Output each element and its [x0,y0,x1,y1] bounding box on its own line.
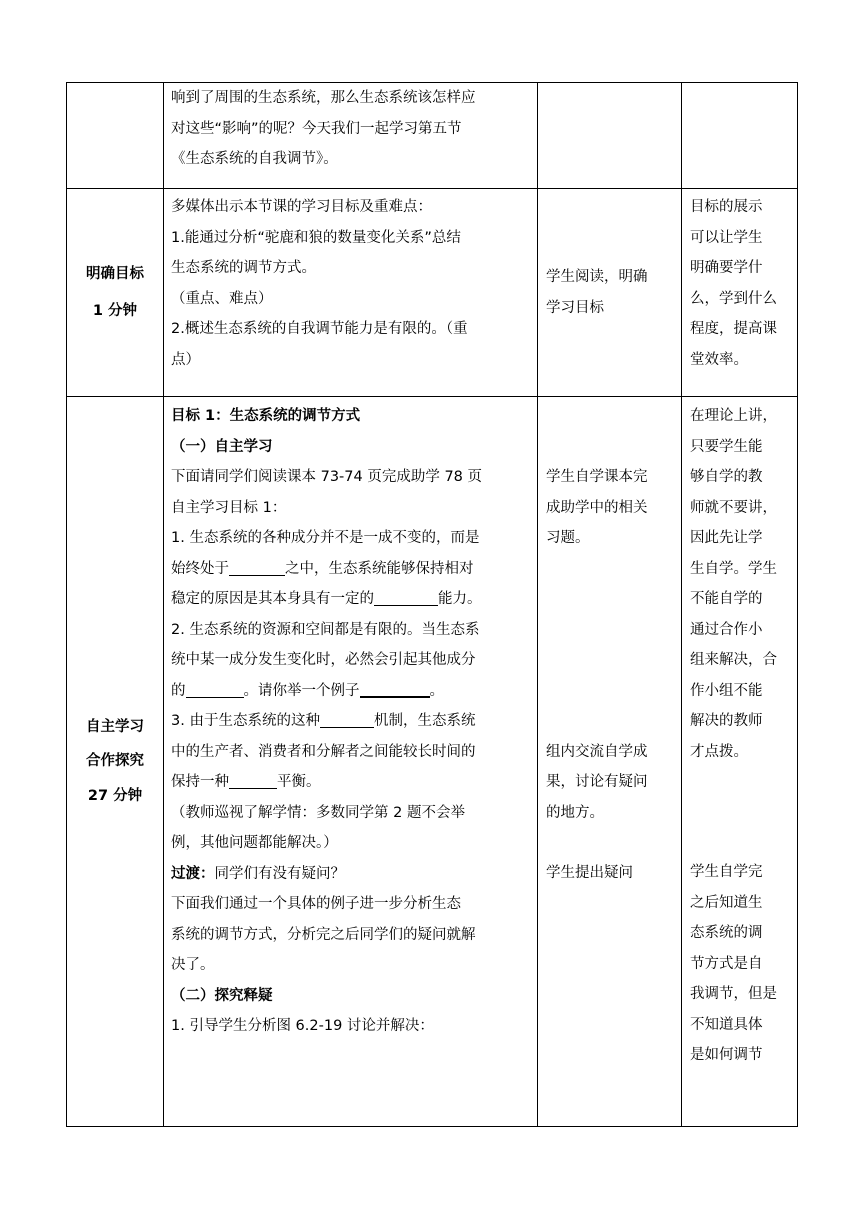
student-activity-cell [538,397,682,1127]
text-line: 是如何调节 [690,1047,763,1063]
section-title: 明确目标 [86,266,144,282]
question-line: 1. 生态系统的各种成分并不是一成不变的，而是 [171,530,480,546]
text-line: 我调节，但是 [690,986,777,1002]
fill-blank [360,678,430,698]
teacher-note: 例，其他问题都能解决。） [171,835,338,851]
text-line: 系统的调节方式，分析完之后同学们的疑问就解 [171,926,476,943]
student-activity-cell [538,83,682,189]
text-line: 可以让学生 [690,229,763,246]
text-line: 《生态系统的自我调节》。 [171,151,338,167]
question-line: 稳定的原因是其本身具有一定的 能力。 [171,584,532,615]
text-line: 态系统的调 [690,925,763,941]
fill-blank [320,709,374,728]
teacher-activity-cell [164,189,538,397]
section-cell [67,189,164,397]
design-intent-cell [682,83,798,189]
section-duration: 27 分钟 [87,787,143,804]
question-line: 中的生产者、消费者和分解者之间能较长时间的 [171,743,476,760]
text-line: 成助学中的相关 [546,499,648,516]
table-row-objectives [67,189,798,397]
section-cell [67,83,164,189]
text-line: 习题。 [546,530,590,546]
question-line: 2. 生态系统的资源和空间都是有限的。当生态系 [171,621,480,638]
text-line: （重点、难点） [171,290,273,307]
text-line: 解决的教师 [690,713,763,729]
text-line: 多媒体出示本节课的学习目标及重难点： [171,199,432,215]
text-line: 在理论上讲， [690,408,777,424]
subsection-heading: （二）探究释疑 [171,987,273,1004]
text-line: 学生自学课本完 [546,469,648,485]
section-title: 自主学习 [86,718,144,735]
text-line: 才点拨。 [690,743,748,760]
text-line: 自主学习目标 1： [171,499,287,516]
text-line: 的地方。 [546,804,604,821]
question-line: 的 。请你举一个例子 。 [171,676,532,707]
text-line: 么，学到什么 [690,290,777,307]
question-line: 统中某一成分发生变化时，必然会引起其他成分 [171,652,476,668]
section-title: 合作探究 [86,753,144,770]
text-line: 因此先让学 [690,530,763,546]
text-line: 学习目标 [546,299,604,316]
question-line: 3. 由于生态系统的这种 机制，生态系统 [171,706,532,737]
text-line: 对这些“影响”的呢？今天我们一起学习第五节 [171,120,462,137]
text-line: 不能自学的 [690,591,763,607]
table-row-intro [67,83,798,189]
fill-blank [374,587,438,606]
transition-line: 过渡：同学们有没有疑问？ [171,865,345,882]
text-line: 响到了周围的生态系统，那么生态系统该怎样应 [171,90,476,106]
student-activity-cell [538,189,682,397]
text-line: 堂效率。 [690,351,748,368]
text-line: 学生自学完 [690,864,763,880]
text-line: 点） [171,351,200,368]
design-intent-cell [682,189,798,397]
text-line: 决了。 [171,957,215,973]
teacher-activity-cell [164,397,538,1127]
text-line: 1.能通过分析“驼鹿和狼的数量变化关系”总结 [171,229,461,246]
lesson-plan-table [66,82,798,1127]
question-line: 始终处于 之中，生态系统能够保持相对 [171,554,532,585]
text-line: 学生阅读，明确 [546,269,648,285]
text-line: 通过合作小 [690,621,763,638]
text-line: 下面我们通过一个具体的例子进一步分析生态 [171,896,461,912]
text-line: 生态系统的调节方式。 [171,260,316,276]
text-line: 生自学。学生 [690,560,777,577]
text-line: 组来解决，合 [690,652,777,668]
teacher-activity-cell [164,83,538,189]
text-line: 明确要学什 [690,260,763,276]
question-line: 保持一种 平衡。 [171,767,532,798]
text-line: 目标的展示 [690,199,763,215]
table-row-self-study [67,397,798,1127]
text-line: 下面请同学们阅读课本 73-74 页完成助学 78 页 [171,469,483,485]
text-line: 节方式是自 [690,955,763,972]
subsection-heading: （一）自主学习 [171,438,273,455]
text-line: 组内交流自学成 [546,743,648,760]
fill-blank [229,770,277,789]
text-line: 程度，提高课 [690,321,777,337]
text-line: 作小组不能 [690,682,763,699]
teacher-note: （教师巡视了解学情：多数同学第 2 题不会举 [171,804,465,821]
section-duration: 1 分钟 [92,302,138,319]
text-line: 只要学生能 [690,438,763,455]
text-line: 1. 引导学生分析图 6.2-19 讨论并解决： [171,1018,434,1034]
text-line: 学生提出疑问 [546,865,633,881]
section-cell [67,397,164,1127]
text-line: 够自学的教 [690,469,763,485]
design-intent-cell [682,397,798,1127]
fill-blank [186,679,244,698]
goal-heading: 目标 1：生态系统的调节方式 [171,408,361,424]
text-line: 2.概述生态系统的自我调节能力是有限的。（重 [171,321,468,337]
fill-blank [229,557,285,576]
text-line: 师就不要讲， [690,499,777,516]
text-line: 之后知道生 [690,894,763,911]
text-line: 不知道具体 [690,1016,763,1033]
text-line: 果，讨论有疑问 [546,774,648,790]
